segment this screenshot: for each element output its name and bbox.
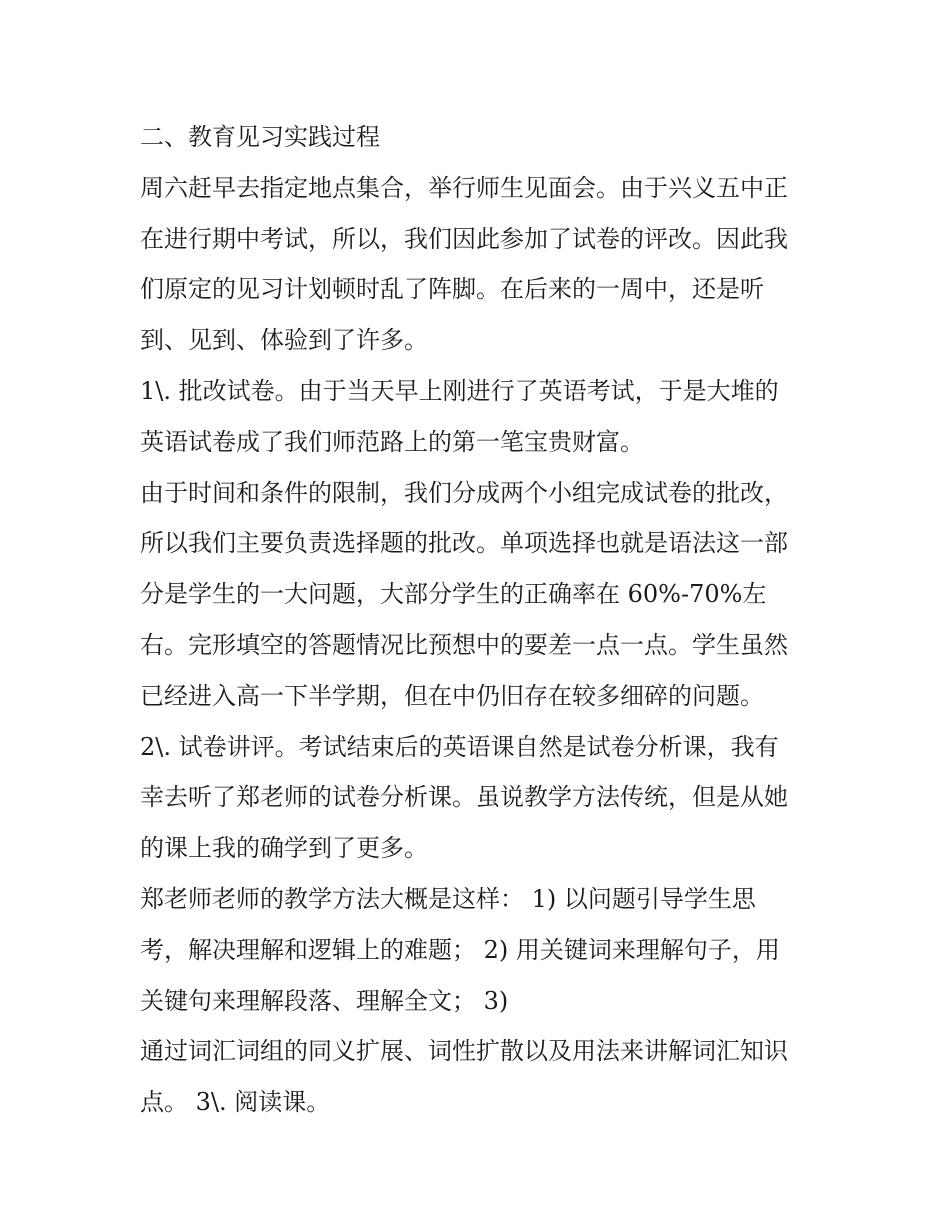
paragraph-line: 右。完形填空的答题情况比预想中的要差一点一点。学生虽然 bbox=[140, 630, 788, 659]
paragraph-line: 的课上我的确学到了更多。 bbox=[140, 834, 428, 863]
paragraph-line: 所以我们主要负责选择题的批改。单项选择也就是语法这一部 bbox=[140, 529, 788, 558]
list-item-line: 2\. 试卷讲评。考试结束后的英语课自然是试卷分析课，我有 bbox=[140, 732, 779, 761]
paragraph-line: 分是学生的一大问题，大部分学生的正确率在 60%-70%左 bbox=[140, 580, 767, 609]
paragraph-line: 们原定的见习计划顿时乱了阵脚。在后来的一周中，还是听 bbox=[140, 275, 764, 304]
paragraph-line: 已经进入高一下半学期，但在中仍旧存在较多细碎的问题。 bbox=[140, 681, 764, 710]
paragraph-line: 考，解决理解和逻辑上的难题； 2) 用关键词来理解句子，用 bbox=[140, 935, 780, 964]
paragraph-line: 在进行期中考试，所以，我们因此参加了试卷的评改。因此我 bbox=[140, 224, 788, 253]
paragraph-line: 通过词汇词组的同义扩展、词性扩散以及用法来讲解词汇知识 bbox=[140, 1037, 788, 1066]
paragraph-line: 点。 3\. 阅读课。 bbox=[140, 1088, 331, 1117]
paragraph-line: 周六赶早去指定地点集合，举行师生见面会。由于兴义五中正 bbox=[140, 173, 788, 202]
paragraph-line: 郑老师老师的教学方法大概是这样： 1) 以问题引导学生思 bbox=[140, 884, 756, 913]
paragraph-line: 关键句来理解段落、理解全文； 3) bbox=[140, 986, 509, 1015]
paragraph-line: 幸去听了郑老师的试卷分析课。虽说教学方法传统，但是从她 bbox=[140, 783, 788, 812]
paragraph-line: 到、见到、体验到了许多。 bbox=[140, 326, 428, 355]
section-heading: 二、教育见习实践过程 bbox=[140, 123, 380, 151]
document-page bbox=[140, 112, 820, 1128]
paragraph-line: 英语试卷成了我们师范路上的第一笔宝贵财富。 bbox=[140, 427, 644, 456]
list-item-line: 1\. 批改试卷。由于当天早上刚进行了英语考试，于是大堆的 bbox=[140, 376, 779, 405]
paragraph-line: 由于时间和条件的限制，我们分成两个小组完成试卷的批改， bbox=[140, 478, 788, 507]
